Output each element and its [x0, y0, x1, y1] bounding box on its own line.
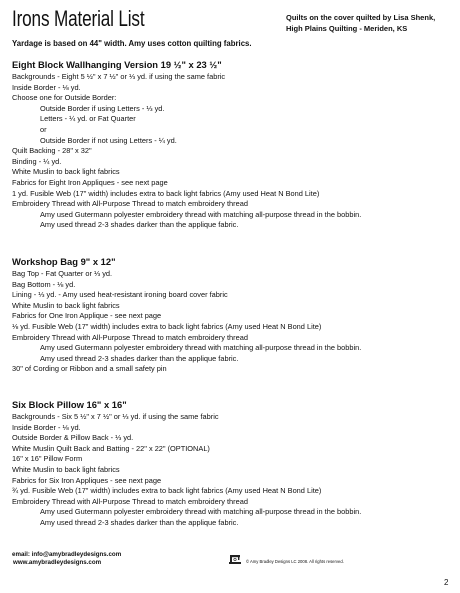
- quilting-credit-line-1: Quilts on the cover quilted by Lisa Shenk,: [286, 13, 436, 22]
- section-heading: Workshop Bag 9" x 12": [12, 256, 116, 267]
- material-line: ¾ yd. Fusible Web (17" width) includes extra to back light fabrics (Amy used Heat N Bond Lite): [12, 486, 322, 496]
- material-line: Amy used thread 2-3 shades darker than the applique fabric.: [40, 353, 239, 363]
- material-line: Outside Border if not using Letters - ¼ yd.: [40, 135, 177, 145]
- section-heading: Six Block Pillow 16" x 16": [12, 399, 127, 410]
- material-line: ⅛ yd. Fusible Web (17" width) includes extra to back light fabrics (Amy used Heat N Bond Lite): [12, 321, 322, 331]
- material-line: Binding - ¼ yd.: [12, 156, 62, 166]
- material-line: Choose one for Outside Border:: [12, 93, 117, 103]
- material-line: Fabrics for One Iron Applique - see next page: [12, 311, 162, 321]
- section-lines: [12, 72, 452, 231]
- material-line: Amy used Gutermann polyester embroidery thread with matching all-purpose thread in the bobbin.: [40, 343, 362, 353]
- material-line: Amy used Gutermann polyester embroidery thread with matching all-purpose thread in the bobbin.: [40, 209, 362, 219]
- material-line: 30" of Cording or Ribbon and a small safety pin: [12, 364, 167, 374]
- quilting-credit-line-2: High Plains Quilting - Meriden, KS: [286, 24, 408, 33]
- section-lines: [12, 269, 452, 375]
- material-line: Backgrounds - Eight 5 ½" x 7 ½" or ⅓ yd. if using the same fabric: [12, 72, 226, 81]
- material-line: Amy used thread 2-3 shades darker than the applique fabric.: [40, 517, 239, 527]
- material-line: 16" x 16" Pillow Form: [12, 454, 83, 464]
- material-line: Bag Bottom - ⅛ yd.: [12, 279, 76, 289]
- material-line: Inside Border - ⅛ yd.: [12, 422, 81, 432]
- section-workshop-bag: [12, 255, 452, 375]
- material-line: Backgrounds - Six 5 ½" x 7 ½" or ⅓ yd. if using the same fabric: [12, 412, 219, 421]
- sewing-machine-logo-icon: [228, 552, 242, 570]
- section-lines: [12, 412, 452, 529]
- material-line: Amy used thread 2-3 shades darker than the applique fabric.: [40, 220, 239, 230]
- section-heading: Eight Block Wallhanging Version 19 ½" x 23 ½": [12, 59, 222, 70]
- page-title: Irons Material List: [12, 6, 145, 31]
- section-wallhanging: [12, 58, 452, 231]
- material-line: 1 yd. Fusible Web (17" width) includes extra to back light fabrics (Amy used Heat N Bond Lite): [12, 188, 320, 198]
- footer-copyright: © Amy Bradley Designs LC 2008. All rights reserved.: [246, 558, 344, 564]
- footer-contact: [12, 551, 121, 566]
- page-number: 2: [444, 578, 449, 587]
- material-line: Lining - ⅓ yd. - Amy used heat-resistant ironing board cover fabric: [12, 290, 228, 300]
- material-line: or: [40, 124, 47, 134]
- footer-email: email: info@amybradleydesigns.com: [12, 551, 122, 558]
- material-line: Amy used Gutermann polyester embroidery thread with matching all-purpose thread in the bobbin.: [40, 507, 362, 517]
- material-line: White Muslin Quilt Back and Batting - 22" x 22" (OPTIONAL): [12, 443, 210, 453]
- material-line: Quilt Backing - 28" x 32": [12, 146, 92, 156]
- material-line: Outside Border & Pillow Back - ⅓ yd.: [12, 433, 134, 443]
- material-line: White Muslin to back light fabrics: [12, 464, 120, 474]
- footer-website[interactable]: www.amybradleydesigns.com: [13, 558, 102, 566]
- material-line: Embroidery Thread with All-Purpose Thread to match embroidery thread: [12, 332, 248, 342]
- material-line: Embroidery Thread with All-Purpose Thread to match embroidery thread: [12, 496, 248, 506]
- material-line: Outside Border if using Letters - ⅓ yd.: [40, 103, 165, 113]
- material-line: Embroidery Thread with All-Purpose Thread to match embroidery thread: [12, 199, 248, 209]
- material-line: Fabrics for Eight Iron Appliques - see next page: [12, 177, 168, 187]
- quilting-credit: [286, 12, 435, 34]
- material-line: Inside Border - ⅛ yd.: [12, 82, 81, 92]
- yardage-note: Yardage is based on 44" width. Amy uses cotton quilting fabrics.: [12, 39, 252, 48]
- material-line: Letters - ¼ yd. or Fat Quarter: [40, 114, 136, 124]
- material-line: White Muslin to back light fabrics: [12, 300, 120, 310]
- footer-copyright-block: [228, 552, 344, 570]
- material-line: Bag Top - Fat Quarter or ⅓ yd.: [12, 269, 113, 278]
- material-line: White Muslin to back light fabrics: [12, 167, 120, 177]
- material-line: Fabrics for Six Iron Appliques - see next page: [12, 475, 162, 485]
- section-pillow: [12, 398, 452, 529]
